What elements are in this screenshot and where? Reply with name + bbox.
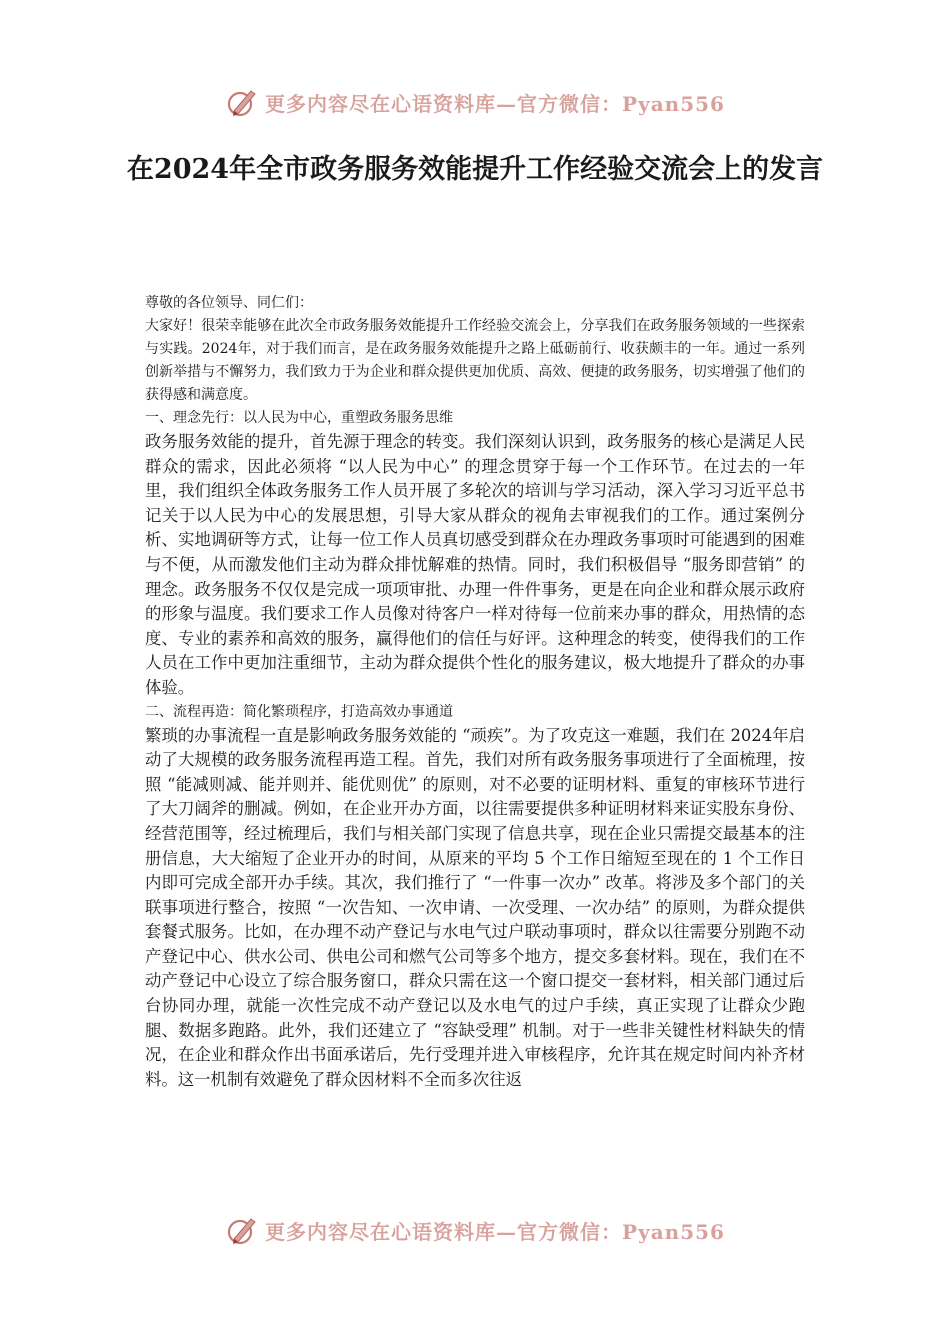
footer-watermark-banner (0, 1210, 950, 1250)
header-watermark-text: 更多内容尽在心语资料库—官方微信：Pyan556 (265, 91, 725, 116)
pen-logo-icon (225, 85, 259, 119)
pen-logo-icon (225, 1213, 259, 1247)
section-1-heading: 一、理念先行：以人民为中心，重塑政务服务思维 (145, 410, 453, 426)
section-1-paragraph: 政务服务效能的提升，首先源于理念的转变。我们深刻认识到，政务服务的核心是满足人民群众的需求，因此必须将 “以人民为中心” 的理念贯穿于每一个工作环节。在过去的一年里，我们组织全体政务服务工作人员开展了多轮次的培训与学习活动，深入学习习近平总书记关于以人民为中心的发展思想，引导大家从群众的视角去审视我们的工作。通过案例分析、实地调研等方式，让每一位工作人员真切感受到群众在办理政务事项时可能遇到的困难与不便，从而激发他们主动为群众排忧解难的热情。同时，我们积极倡导 “服务即营销” 的理念。政务服务不仅仅是完成一项项审批、办理一件件事务，更是在向企业和群众展示政府的形象与温度。我们要求工作人员像对待客户一样对待每一位前来办事的群众，用热情的态度、专业的素养和高效的服务，赢得他们的信任与好评。这种理念的转变，使得我们的工作人员在工作中更加注重细节，主动为群众提供个性化的服务建议，极大地提升了群众的办事体验。 (145, 432, 805, 697)
document-body (145, 292, 805, 1092)
section-2-heading: 二、流程再造：简化繁琐程序，打造高效办事通道 (145, 703, 453, 720)
footer-watermark-text: 更多内容尽在心语资料库—官方微信：Pyan556 (265, 1219, 725, 1244)
intro-paragraph: 大家好！很荣幸能够在此次全市政务服务效能提升工作经验交流会上，分享我们在政务服务领域的一些探索与实践。2024年，对于我们而言，是在政务服务效能提升之路上砥砺前行、收获颇丰的一年。通过一系列创新举措与不懈努力，我们致力于为企业和群众提供更加优质、高效、便捷的政务服务，切实增强了他们的获得感和满意度。 (145, 318, 805, 403)
document-title: 在2024年全市政务服务效能提升工作经验交流会上的发言 (126, 154, 824, 185)
salutation: 尊敬的各位领导、同仁们： (145, 295, 313, 311)
section-2-paragraph: 繁琐的办事流程一直是影响政务服务效能的 “顽疾”。为了攻克这一难题，我们在 2024年启动了大规模的政务服务流程再造工程。首先，我们对所有政务服务事项进行了全面梳理，按照 “能减则减、能并则并、能优则优” 的原则，对不必要的证明材料、重复的审核环节进行了大刀阔斧的删减。例如，在企业开办方面，以往需要提供多种证明材料来证实股东身份、经营范围等，经过梳理后，我们与相关部门实现了信息共享，现在企业只需提交最基本的注册信息，大大缩短了企业开办的时间，从原来的平均 5 个工作日缩短至现在的 1 个工作日内即可完成全部开办手续。其次，我们推行了 “一件事一次办” 改革。将涉及多个部门的关联事项进行整合，按照 “一次告知、一次申请、一次受理、一次办结” 的原则，为群众提供套餐式服务。比如，在办理不动产登记与水电气过户联动事项时，群众以往需要分别跑不动产登记中心、供水公司、供电公司和燃气公司等多个地方，提交多套材料。现在，我们在不动产登记中心设立了综合服务窗口，群众只需在这一个窗口提交一套材料，相关部门通过后台协同办理，就能一次性完成不动产登记以及水电气的过户手续，真正实现了让群众少跑腿、数据多跑路。此外，我们还建立了 “容缺受理” 机制。对于一些非关键性材料缺失的情况，在企业和群众作出书面承诺后，先行受理并进入审核程序，允许其在规定时间内补齐材料。这一机制有效避免了群众因材料不全而多次往返 (145, 725, 805, 1089)
header-watermark-banner (0, 82, 950, 122)
